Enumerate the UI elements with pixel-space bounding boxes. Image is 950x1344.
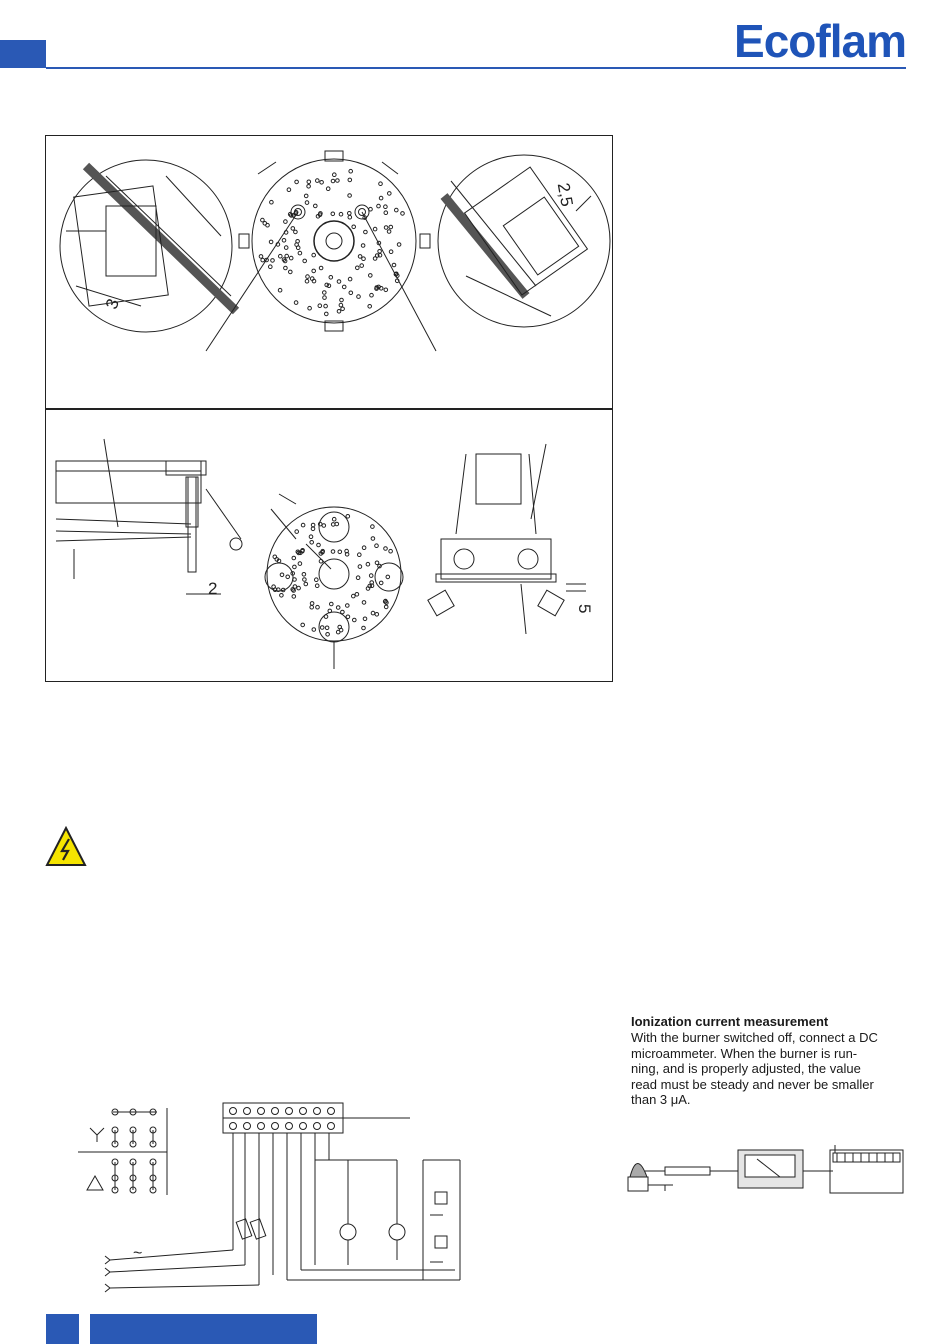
brand-logo: Ecoflam: [734, 15, 906, 67]
hole: [269, 240, 273, 244]
hole: [346, 515, 350, 519]
hole: [310, 602, 314, 606]
hole: [331, 179, 335, 183]
hole: [270, 200, 274, 204]
hole: [317, 543, 321, 547]
hole: [298, 562, 302, 566]
hole: [364, 230, 368, 234]
hole: [356, 266, 360, 270]
hole: [294, 301, 298, 305]
hole: [369, 274, 373, 278]
hole: [304, 582, 308, 586]
hole: [339, 212, 343, 216]
hole: [341, 307, 345, 311]
hole: [303, 578, 307, 582]
hole: [336, 179, 340, 183]
hole: [349, 291, 353, 295]
ionization-line: With the burner switched off, connect a DC: [631, 1030, 878, 1045]
hole: [326, 187, 330, 191]
hole: [358, 565, 362, 569]
right-detail-circle: [438, 155, 610, 327]
hole: [331, 212, 335, 216]
ionization-text: [631, 1030, 913, 1108]
hole: [384, 226, 388, 230]
hole: [369, 574, 373, 578]
burner-holes: [259, 169, 404, 315]
hole: [348, 178, 352, 182]
terminal-screw: [244, 1123, 251, 1130]
hole: [397, 243, 401, 247]
disc-holes: [272, 515, 393, 637]
hole: [319, 559, 323, 563]
hole: [337, 310, 341, 314]
hole: [316, 179, 320, 183]
hole: [308, 306, 312, 310]
hole: [368, 305, 372, 309]
hole: [284, 220, 288, 224]
left-detail-circle: [60, 160, 232, 332]
hole: [389, 549, 393, 553]
hole: [269, 265, 273, 269]
hole: [324, 304, 328, 308]
hole: [289, 256, 293, 260]
hole: [286, 575, 290, 579]
hole: [370, 293, 374, 297]
hole: [384, 547, 388, 551]
terminal-block: [223, 1103, 410, 1133]
hole: [362, 546, 366, 550]
hole: [312, 269, 316, 273]
hole: [335, 522, 339, 526]
hole: [284, 266, 288, 270]
hole: [312, 253, 316, 257]
hole: [323, 296, 327, 300]
hole: [379, 182, 383, 186]
hole: [363, 617, 367, 621]
terminal-screw: [272, 1108, 279, 1115]
hole: [259, 255, 263, 259]
hole: [379, 196, 383, 200]
hole: [311, 527, 315, 531]
hole: [362, 257, 366, 261]
hole: [336, 606, 340, 610]
hole: [357, 295, 361, 299]
hole: [348, 212, 352, 216]
hole: [306, 275, 310, 279]
terminal-screw: [258, 1108, 265, 1115]
hole: [348, 194, 352, 198]
hole: [282, 239, 286, 243]
hole: [324, 615, 328, 619]
hole: [314, 204, 318, 208]
dim-right-top: 2,5: [553, 181, 577, 208]
terminal-screw: [300, 1108, 307, 1115]
terminal-screw: [328, 1123, 335, 1130]
hole: [294, 230, 298, 234]
electrode-position-figure: [45, 408, 613, 682]
terminal-screw: [286, 1108, 293, 1115]
hole: [326, 633, 330, 637]
hole: [366, 562, 370, 566]
wiring-diagram: [75, 1100, 475, 1300]
footer-page-box: [46, 1314, 79, 1344]
header-rule: [46, 67, 906, 69]
hole: [315, 584, 319, 588]
hole: [386, 575, 390, 579]
hole: [261, 258, 265, 262]
hole: [384, 205, 388, 209]
hole: [316, 605, 320, 609]
hole: [361, 244, 365, 248]
hole: [297, 586, 301, 590]
wiring-lines: [105, 1133, 460, 1292]
hole: [384, 211, 388, 215]
hole: [401, 212, 405, 216]
hole: [278, 288, 282, 292]
hole: [285, 254, 289, 258]
hole: [323, 291, 327, 295]
hole: [337, 280, 341, 284]
hole: [301, 623, 305, 627]
hole: [331, 550, 335, 554]
terminal-screw: [258, 1123, 265, 1130]
terminal-screw: [244, 1108, 251, 1115]
hole: [284, 246, 288, 250]
terminal-screw: [286, 1123, 293, 1130]
hole: [318, 304, 322, 308]
hole: [389, 225, 393, 229]
hole: [279, 254, 283, 258]
hole: [320, 626, 324, 630]
hole: [329, 276, 333, 280]
hole: [348, 277, 352, 281]
terminal-screw: [328, 1108, 335, 1115]
terminal-screw: [230, 1123, 237, 1130]
hole: [307, 180, 311, 184]
hole: [271, 259, 275, 263]
hole: [371, 525, 375, 529]
hole: [280, 594, 284, 598]
ac-supply-symbol: ~: [133, 1245, 143, 1262]
hole: [292, 595, 296, 599]
burner-head: [252, 159, 416, 323]
hole: [287, 188, 291, 192]
hole: [302, 573, 306, 577]
hole: [362, 601, 366, 605]
hole: [295, 530, 299, 534]
hole: [346, 615, 350, 619]
star-delta-connection: [78, 1108, 167, 1195]
hole: [340, 298, 344, 302]
microammeter-diagram: [625, 1145, 910, 1210]
ionization-line: microammeter. When the burner is run-: [631, 1045, 858, 1061]
hole: [292, 556, 296, 560]
hole: [295, 180, 299, 184]
hole: [346, 604, 350, 608]
hole: [339, 303, 343, 307]
header-tab: [0, 40, 46, 68]
terminal-screw: [230, 1108, 237, 1115]
hole: [358, 255, 362, 259]
dim-right-bottom: 5: [575, 604, 594, 614]
hole: [358, 553, 362, 557]
ionization-line: than 3 μA.: [631, 1092, 691, 1107]
hole: [375, 561, 379, 565]
hole: [333, 173, 337, 177]
terminal-screw: [314, 1123, 321, 1130]
dim-left-bottom: 2: [208, 579, 218, 598]
hole: [360, 264, 364, 268]
hole: [384, 605, 388, 609]
ionization-line: read must be steady and never be smaller: [631, 1076, 874, 1092]
hole: [395, 208, 399, 212]
hole: [325, 312, 329, 316]
hole: [293, 565, 297, 569]
hole: [280, 573, 284, 577]
left-detail-drawing: [66, 166, 236, 311]
hole: [305, 279, 309, 283]
hole: [379, 581, 383, 585]
hole: [355, 593, 359, 597]
footer-bar: [90, 1314, 317, 1344]
hole: [389, 250, 393, 254]
hole: [371, 537, 375, 541]
hole: [375, 613, 379, 617]
hole: [348, 215, 352, 219]
hole: [310, 605, 314, 609]
hole: [291, 227, 295, 231]
hole: [289, 270, 293, 274]
hole: [388, 192, 392, 196]
hole: [307, 185, 311, 189]
hole: [338, 625, 342, 629]
hole: [373, 227, 377, 231]
terminal-screw: [272, 1123, 279, 1130]
hole: [338, 550, 342, 554]
hole: [325, 626, 329, 630]
high-voltage-warning-icon: [45, 826, 87, 873]
hole: [310, 541, 314, 545]
hole: [387, 230, 391, 234]
electrode-adjustment-figure: [45, 135, 613, 410]
hole: [293, 585, 297, 589]
hole: [349, 169, 353, 173]
hole: [304, 194, 308, 198]
hole: [369, 207, 373, 211]
terminal-screw: [300, 1123, 307, 1130]
hole: [331, 523, 335, 527]
hole: [298, 251, 302, 255]
hole: [303, 259, 307, 263]
hole: [377, 204, 381, 208]
hole: [332, 517, 336, 521]
dim-left-top: 3: [101, 296, 123, 312]
ionization-title: Ionization current measurement: [631, 1014, 829, 1029]
hole: [341, 610, 345, 614]
side-section-drawing: [56, 439, 242, 594]
hole: [371, 611, 375, 615]
front-view-drawing: [428, 444, 586, 634]
hole: [315, 578, 319, 582]
hole: [330, 602, 334, 606]
hole: [392, 263, 396, 267]
hole: [261, 218, 265, 222]
hole: [375, 544, 379, 548]
hole: [342, 285, 346, 289]
hole: [311, 523, 315, 527]
hole: [305, 201, 309, 205]
hole: [352, 225, 356, 229]
hole: [319, 266, 323, 270]
hole: [356, 576, 360, 580]
hole: [384, 288, 388, 292]
hole: [320, 181, 324, 185]
hole: [362, 626, 366, 630]
terminal-screw: [314, 1108, 321, 1115]
hole: [273, 555, 277, 559]
hole: [322, 524, 326, 528]
hole: [301, 523, 305, 527]
hole: [353, 618, 357, 622]
hole: [378, 250, 382, 254]
hole: [309, 535, 313, 539]
hole: [352, 594, 356, 598]
ionization-line: ning, and is properly adjusted, the value: [631, 1061, 861, 1076]
hole: [312, 628, 316, 632]
